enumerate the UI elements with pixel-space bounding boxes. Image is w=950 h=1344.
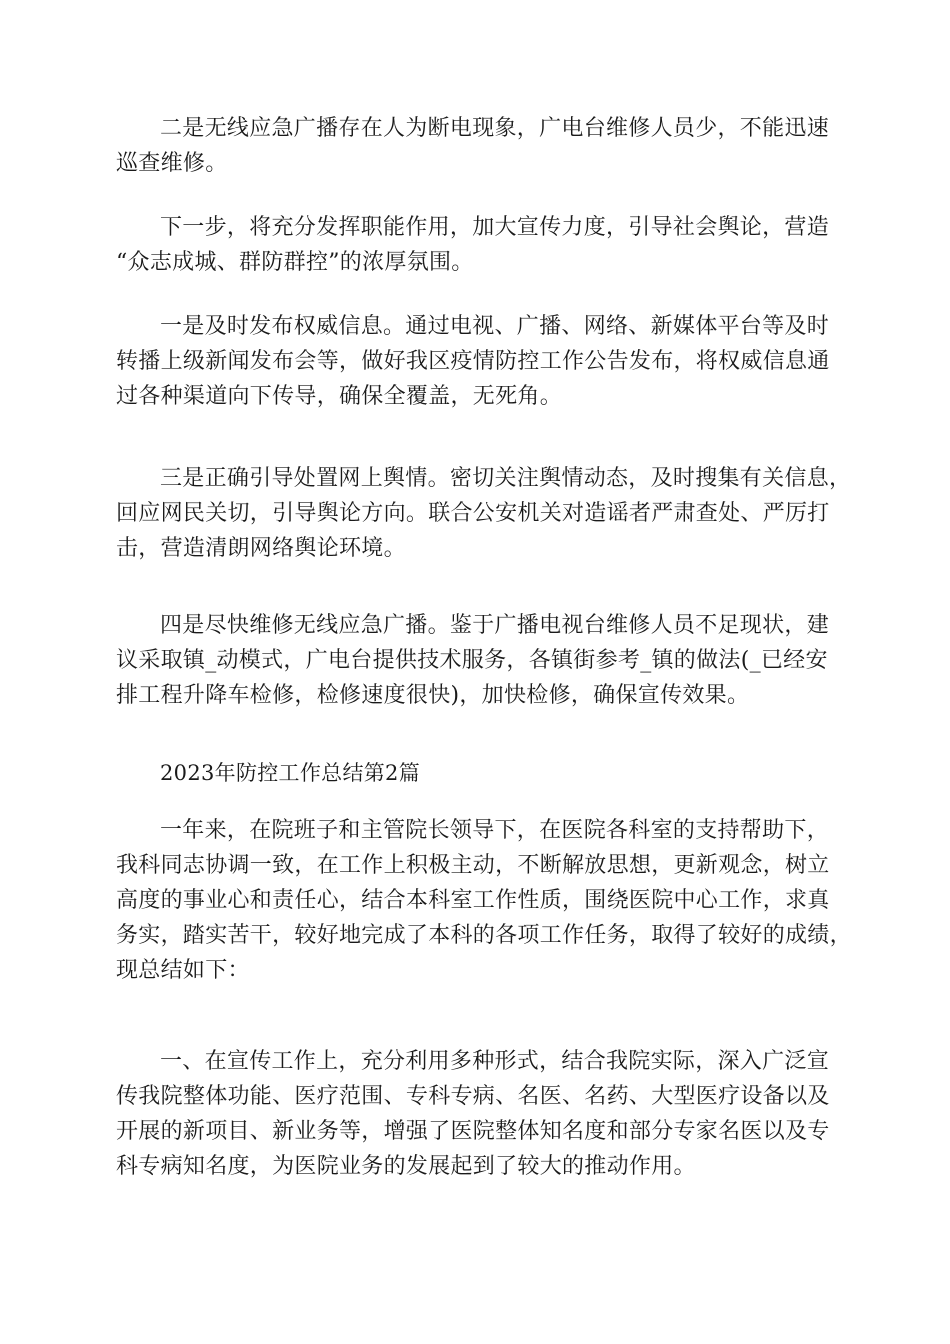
- text-line: 开展的新项目、新业务等，增强了医院整体知名度和部分专家名医以及专: [116, 1119, 830, 1144]
- text-line: 一年来，在院班子和主管院长领导下，在医院各科室的支持帮助下，: [160, 818, 830, 843]
- paragraph-next-step: [116, 210, 856, 280]
- text-line: 排工程升降车检修，检修速度很快)，加快检修，确保宣传效果。: [116, 683, 750, 708]
- paragraph-online-opinion: [116, 461, 856, 566]
- text-line: 巡查维修。: [116, 151, 228, 176]
- text-line: 一、在宣传工作上，充分利用多种形式，结合我院实际，深入广泛宣: [160, 1049, 830, 1074]
- text-line: 一是及时发布权威信息。通过电视、广播、网络、新媒体平台等及时: [160, 314, 830, 339]
- paragraph-repair-broadcast: [116, 608, 856, 713]
- text-line: 回应网民关切，引导舆论方向。联合公安机关对造谣者严肃查处、严厉打: [116, 501, 830, 526]
- text-line: 三是正确引导处置网上舆情。密切关注舆情动态，及时搜集有关信息，: [160, 466, 852, 491]
- paragraph-annual-summary: [116, 813, 856, 988]
- text-line: 转播上级新闻发布会等，做好我区疫情防控工作公告发布，将权威信息通: [116, 349, 830, 374]
- text-line: 二是无线应急广播存在人为断电现象，广电台维修人员少，不能迅速: [160, 116, 830, 141]
- text-line: 击，营造清朗网络舆论环境。: [116, 536, 406, 561]
- text-line: 下一步，将充分发挥职能作用，加大宣传力度，引导社会舆论，营造: [160, 215, 830, 240]
- section-title: 2023年防控工作总结第2篇: [160, 761, 421, 785]
- text-line: 高度的事业心和责任心，结合本科室工作性质，围绕医院中心工作，求真: [116, 888, 830, 913]
- text-line: 现总结如下：: [116, 958, 250, 983]
- text-line: 四是尽快维修无线应急广播。鉴于广播电视台维修人员不足现状，建: [160, 613, 830, 638]
- section-heading: [116, 756, 856, 791]
- text-line: 过各种渠道向下传导，确保全覆盖，无死角。: [116, 384, 563, 409]
- text-line: “众志成城、群防群控”的浓厚氛围。: [116, 250, 474, 275]
- text-line: 科专病知名度，为医院业务的发展起到了较大的推动作用。: [116, 1154, 696, 1179]
- text-line: 我科同志协调一致，在工作上积极主动，不断解放思想，更新观念，树立: [116, 853, 830, 878]
- text-line: 务实，踏实苦干，较好地完成了本科的各项工作任务，取得了较好的成绩，: [116, 923, 852, 948]
- text-line: 传我院整体功能、医疗范围、专科专病、名医、名药、大型医疗设备以及: [116, 1084, 830, 1109]
- text-line: 议采取镇_动模式，广电台提供技术服务，各镇街参考_镇的做法(_已经安: [116, 648, 828, 673]
- paragraph-publicity-work: [116, 1044, 856, 1184]
- paragraph-broadcast-issue: [116, 111, 856, 181]
- paragraph-authoritative-info: [116, 309, 856, 414]
